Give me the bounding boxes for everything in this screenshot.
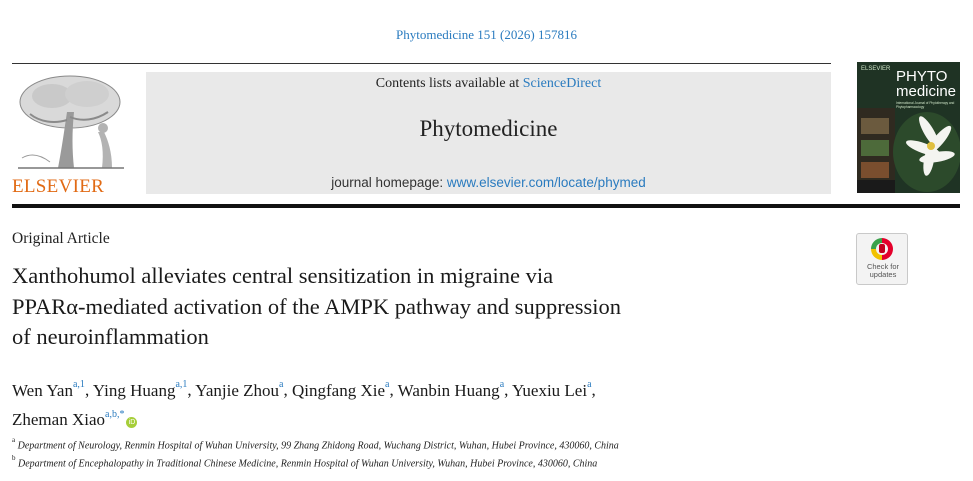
author[interactable]: [93, 381, 188, 400]
author-name[interactable]: Wen Yan: [12, 380, 73, 400]
elsevier-logo[interactable]: [12, 72, 130, 197]
check-for-updates-line2: updates: [869, 270, 897, 279]
author-separator: ,: [84, 380, 93, 400]
author[interactable]: [12, 381, 85, 400]
affiliation-mark: a: [12, 436, 16, 444]
author-affiliation-mark[interactable]: a: [279, 379, 284, 390]
author-affiliation-mark[interactable]: a: [587, 379, 592, 390]
cover-title-line1: PHYTO: [896, 68, 948, 85]
elsevier-wordmark: ELSEVIER: [12, 176, 105, 197]
author-name[interactable]: Yuexiu Lei: [512, 380, 588, 400]
journal-citation[interactable]: Phytomedicine 151 (2026) 157816: [396, 27, 577, 42]
article-title: [12, 261, 792, 353]
journal-name: Phytomedicine: [419, 116, 558, 141]
crossmark-bookmark-icon: [879, 244, 885, 253]
affiliation: [12, 453, 912, 471]
author-separator: ,: [504, 380, 513, 400]
author-separator: ,: [283, 380, 292, 400]
affiliation-text: Department of Encephalopathy in Traditional Chinese Medicine, Renmin Hospital of Wuhan University, Wuhan, Hubei Province, 430060, China: [18, 458, 598, 470]
contents-prefix: Contents lists available at: [375, 76, 523, 91]
author-separator: ,: [187, 380, 196, 400]
article-title-line: of neuroinflammation: [12, 324, 209, 349]
author-row: [12, 404, 812, 434]
article-title-line: Xanthohumol alleviates central sensitization in migraine via: [12, 263, 554, 288]
author[interactable]: [12, 410, 124, 429]
cover-publisher: ELSEVIER: [861, 66, 891, 72]
author-name[interactable]: Ying Huang: [92, 380, 176, 400]
author[interactable]: [292, 381, 389, 400]
elsevier-tree-icon: [12, 72, 130, 172]
cover-subtitle: International Journal of Phytotherapy and Phytopharmacology: [896, 101, 955, 109]
cover-title-line2: medicine: [896, 83, 957, 100]
journal-header-box: [146, 72, 831, 194]
affiliation: [12, 435, 912, 453]
check-for-updates-button[interactable]: [856, 233, 908, 285]
author-name[interactable]: Wanbin Huang: [397, 380, 500, 400]
homepage-link[interactable]: www.elsevier.com/locate/phymed: [446, 175, 646, 190]
affiliations: [12, 435, 912, 472]
affiliation-text: Department of Neurology, Renmin Hospital of Wuhan University, 99 Zhang Zhidong Road, Wuchang District, Wuhan, Hubei Province, 430060, China: [17, 440, 619, 452]
author-row: [12, 374, 812, 404]
author-name[interactable]: Qingfang Xie: [291, 380, 385, 400]
cover-title: [896, 69, 958, 99]
article-title-line: PPARα-mediated activation of the AMPK pathway and suppression: [12, 293, 622, 319]
author-list: [12, 374, 812, 433]
check-for-updates-label: [857, 263, 909, 279]
affiliation-mark: b: [12, 454, 16, 463]
contents-availability: [146, 76, 831, 92]
header-top-rule: [12, 63, 831, 64]
author-affiliation-mark[interactable]: a: [499, 379, 505, 390]
journal-cover[interactable]: [857, 62, 960, 193]
author-affiliation-mark[interactable]: a: [385, 379, 390, 390]
author-affiliation-mark[interactable]: a,1: [72, 379, 85, 390]
author-separator: ,: [389, 380, 398, 400]
author-affiliation-mark[interactable]: a,b,*: [105, 408, 125, 420]
author[interactable]: [512, 381, 592, 400]
check-for-updates-line1: Check for: [866, 262, 900, 271]
author[interactable]: [398, 381, 504, 400]
article-type: Original Article: [12, 230, 110, 247]
author-separator: ,: [591, 380, 596, 400]
author[interactable]: [195, 381, 283, 400]
orcid-icon[interactable]: iD: [126, 417, 137, 428]
sciencedirect-link[interactable]: ScienceDirect: [522, 76, 602, 91]
homepage-prefix: journal homepage:: [331, 175, 447, 190]
header-divider: [12, 204, 960, 208]
author-name[interactable]: Yanjie Zhou: [195, 380, 280, 400]
author-name[interactable]: Zheman Xiao: [12, 410, 105, 430]
author-affiliation-mark[interactable]: a,1: [175, 379, 188, 390]
journal-homepage: [146, 175, 831, 190]
